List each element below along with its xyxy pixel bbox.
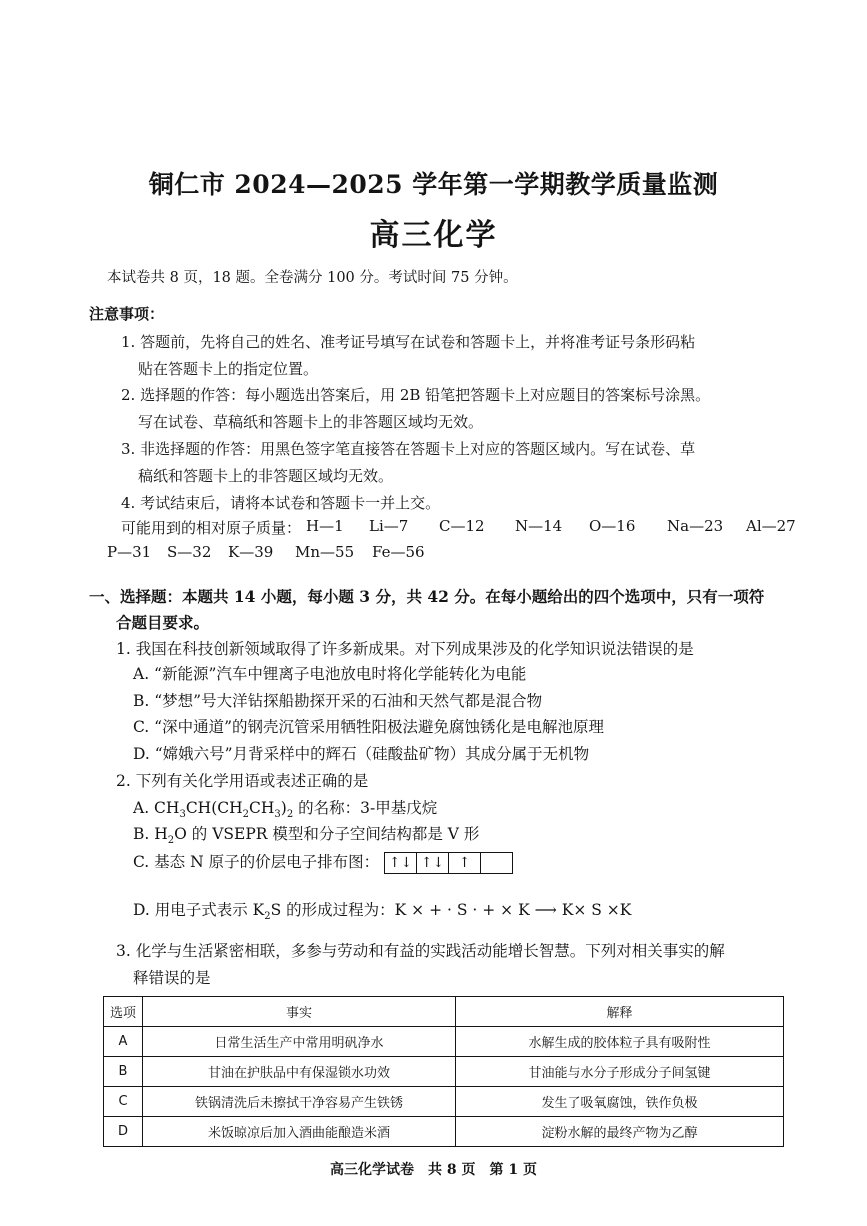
question-1-option-d: D. “嫦娥六号”月背采样中的辉石（硅酸盐矿物）其成分属于无机物 xyxy=(133,745,590,763)
exam-info: 本试卷共 8 页，18 题。全卷满分 100 分。考试时间 75 分钟。 xyxy=(107,270,518,286)
mass-item: N—14 xyxy=(515,517,563,535)
orbital-box: ↑ xyxy=(449,853,481,873)
question-2-option-a: A. $CH_3CH(CH_2CH_3)_2$ 的名称：3-甲基戊烷 xyxy=(133,799,438,821)
notice-item-4: 4. 考试结束后，请将本试卷和答题卡一并上交。 xyxy=(121,494,441,512)
question-1-stem: 1. 我国在科技创新领域取得了许多新成果。对下列成果涉及的化学知识说法错误的是 xyxy=(116,640,694,658)
question-1-option-c: C. “深中通道”的钢壳沉管采用牺牲阳极法避免腐蚀锈化是电解池原理 xyxy=(133,718,605,736)
notice-item-2: 2. 选择题的作答：每小题选出答案后，用 2B 铅笔把答题卡上对应题目的答案标号涂黑。 xyxy=(121,386,711,404)
notice-item-3-cont: 稿纸和答题卡上的非答题区域均无效。 xyxy=(138,467,394,485)
exam-title: 铜仁市 2024—2025 学年第一学期教学质量监测 xyxy=(148,170,719,199)
mass-item: S—32 xyxy=(167,543,212,561)
mass-item: O—16 xyxy=(589,517,636,535)
table-cell: 淀粉水解的最终产物为乙醇 xyxy=(456,1117,784,1147)
table-cell: 水解生成的胶体粒子具有吸附性 xyxy=(456,1027,784,1057)
table-row xyxy=(104,1117,784,1147)
table-cell: 甘油在护肤品中有保湿锁水功效 xyxy=(143,1057,456,1087)
mass-item: Al—27 xyxy=(746,517,796,535)
question-2-option-b: B. $H_2O$ 的 VSEPR 模型和分子空间结构都是 V 形 xyxy=(133,825,480,847)
question-3-stem: 3. 化学与生活紧密相联，多参与劳动和有益的实践活动能增长智慧。下列对相关事实的解 xyxy=(116,942,725,960)
atomic-masses xyxy=(107,517,821,567)
masses-label: 可能用到的相对原子质量： xyxy=(121,519,302,537)
section-heading: 一、选择题：本题共 14 小题，每小题 3 分，共 42 分。在每小题给出的四个选项中，只有一项符 xyxy=(89,587,765,606)
table-header: 解释 xyxy=(456,997,784,1027)
table-row xyxy=(104,1087,784,1117)
mass-item: K—39 xyxy=(228,543,274,561)
question-2-option-d: D. 用电子式表示 $K_2S$ 的形成过程为：K × + · S · + × K ⟶ K× S ×K xyxy=(133,901,632,923)
table-row xyxy=(104,1057,784,1087)
orbital-box xyxy=(481,853,512,873)
mass-item: P—31 xyxy=(107,543,152,561)
notice-item-1: 1. 答题前，先将自己的姓名、准考证号填写在试卷和答题卡上，并将准考证号条形码粘 xyxy=(121,333,696,351)
notice-item-2-cont: 写在试卷、草稿纸和答题卡上的非答题区域均无效。 xyxy=(138,413,484,431)
mass-item: C—12 xyxy=(439,517,485,535)
table-cell: 铁锅清洗后未擦拭干净容易产生铁锈 xyxy=(143,1087,456,1117)
table-cell: C xyxy=(104,1087,143,1117)
notice-item-3: 3. 非选择题的作答：用黑色签字笔直接答在答题卡上对应的答题区域内。写在试卷、草 xyxy=(121,440,696,458)
mass-item: H—1 xyxy=(306,517,344,535)
table-row xyxy=(104,1027,784,1057)
table-cell: 发生了吸氧腐蚀，铁作负极 xyxy=(456,1087,784,1117)
table-header-row xyxy=(104,997,784,1027)
section-heading-cont: 合题目要求。 xyxy=(116,613,210,632)
table-cell: A xyxy=(104,1027,143,1057)
orbital-box: ↑↓ xyxy=(385,853,417,873)
mass-item: Fe—56 xyxy=(372,543,425,561)
table-cell: 米饭晾凉后加入酒曲能酿造米酒 xyxy=(143,1117,456,1147)
mass-item: Mn—55 xyxy=(295,543,355,561)
table-header: 选项 xyxy=(104,997,143,1027)
mass-item: Na—23 xyxy=(667,517,724,535)
table-header: 事实 xyxy=(143,997,456,1027)
question-3-table xyxy=(103,996,784,1147)
question-1-option-a: A. “新能源”汽车中锂离子电池放电时将化学能转化为电能 xyxy=(133,665,527,683)
table-cell: D xyxy=(104,1117,143,1147)
orbital-box: ↑↓ xyxy=(417,853,449,873)
question-2-stem: 2. 下列有关化学用语或表述正确的是 xyxy=(116,772,369,790)
mass-item: Li—7 xyxy=(369,517,409,535)
table-cell: 甘油能与水分子形成分子间氢键 xyxy=(456,1057,784,1087)
question-3-stem-cont: 释错误的是 xyxy=(133,969,211,987)
question-1-option-b: B. “梦想”号大洋钻探船勘探开采的石油和天然气都是混合物 xyxy=(133,692,543,710)
orbital-diagram xyxy=(384,852,513,874)
notice-item-1-cont: 贴在答题卡上的指定位置。 xyxy=(138,360,319,378)
notice-title: 注意事项： xyxy=(89,305,165,323)
question-2-option-c: C. 基态 N 原子的价层电子排布图： ↑↓ ↑↓ ↑ xyxy=(133,850,513,874)
table-cell: B xyxy=(104,1057,143,1087)
page-footer: 高三化学试卷 共 8 页 第 1 页 xyxy=(330,1162,537,1178)
table-cell: 日常生活生产中常用明矾净水 xyxy=(143,1027,456,1057)
subject-title: 高三化学 xyxy=(369,218,498,253)
